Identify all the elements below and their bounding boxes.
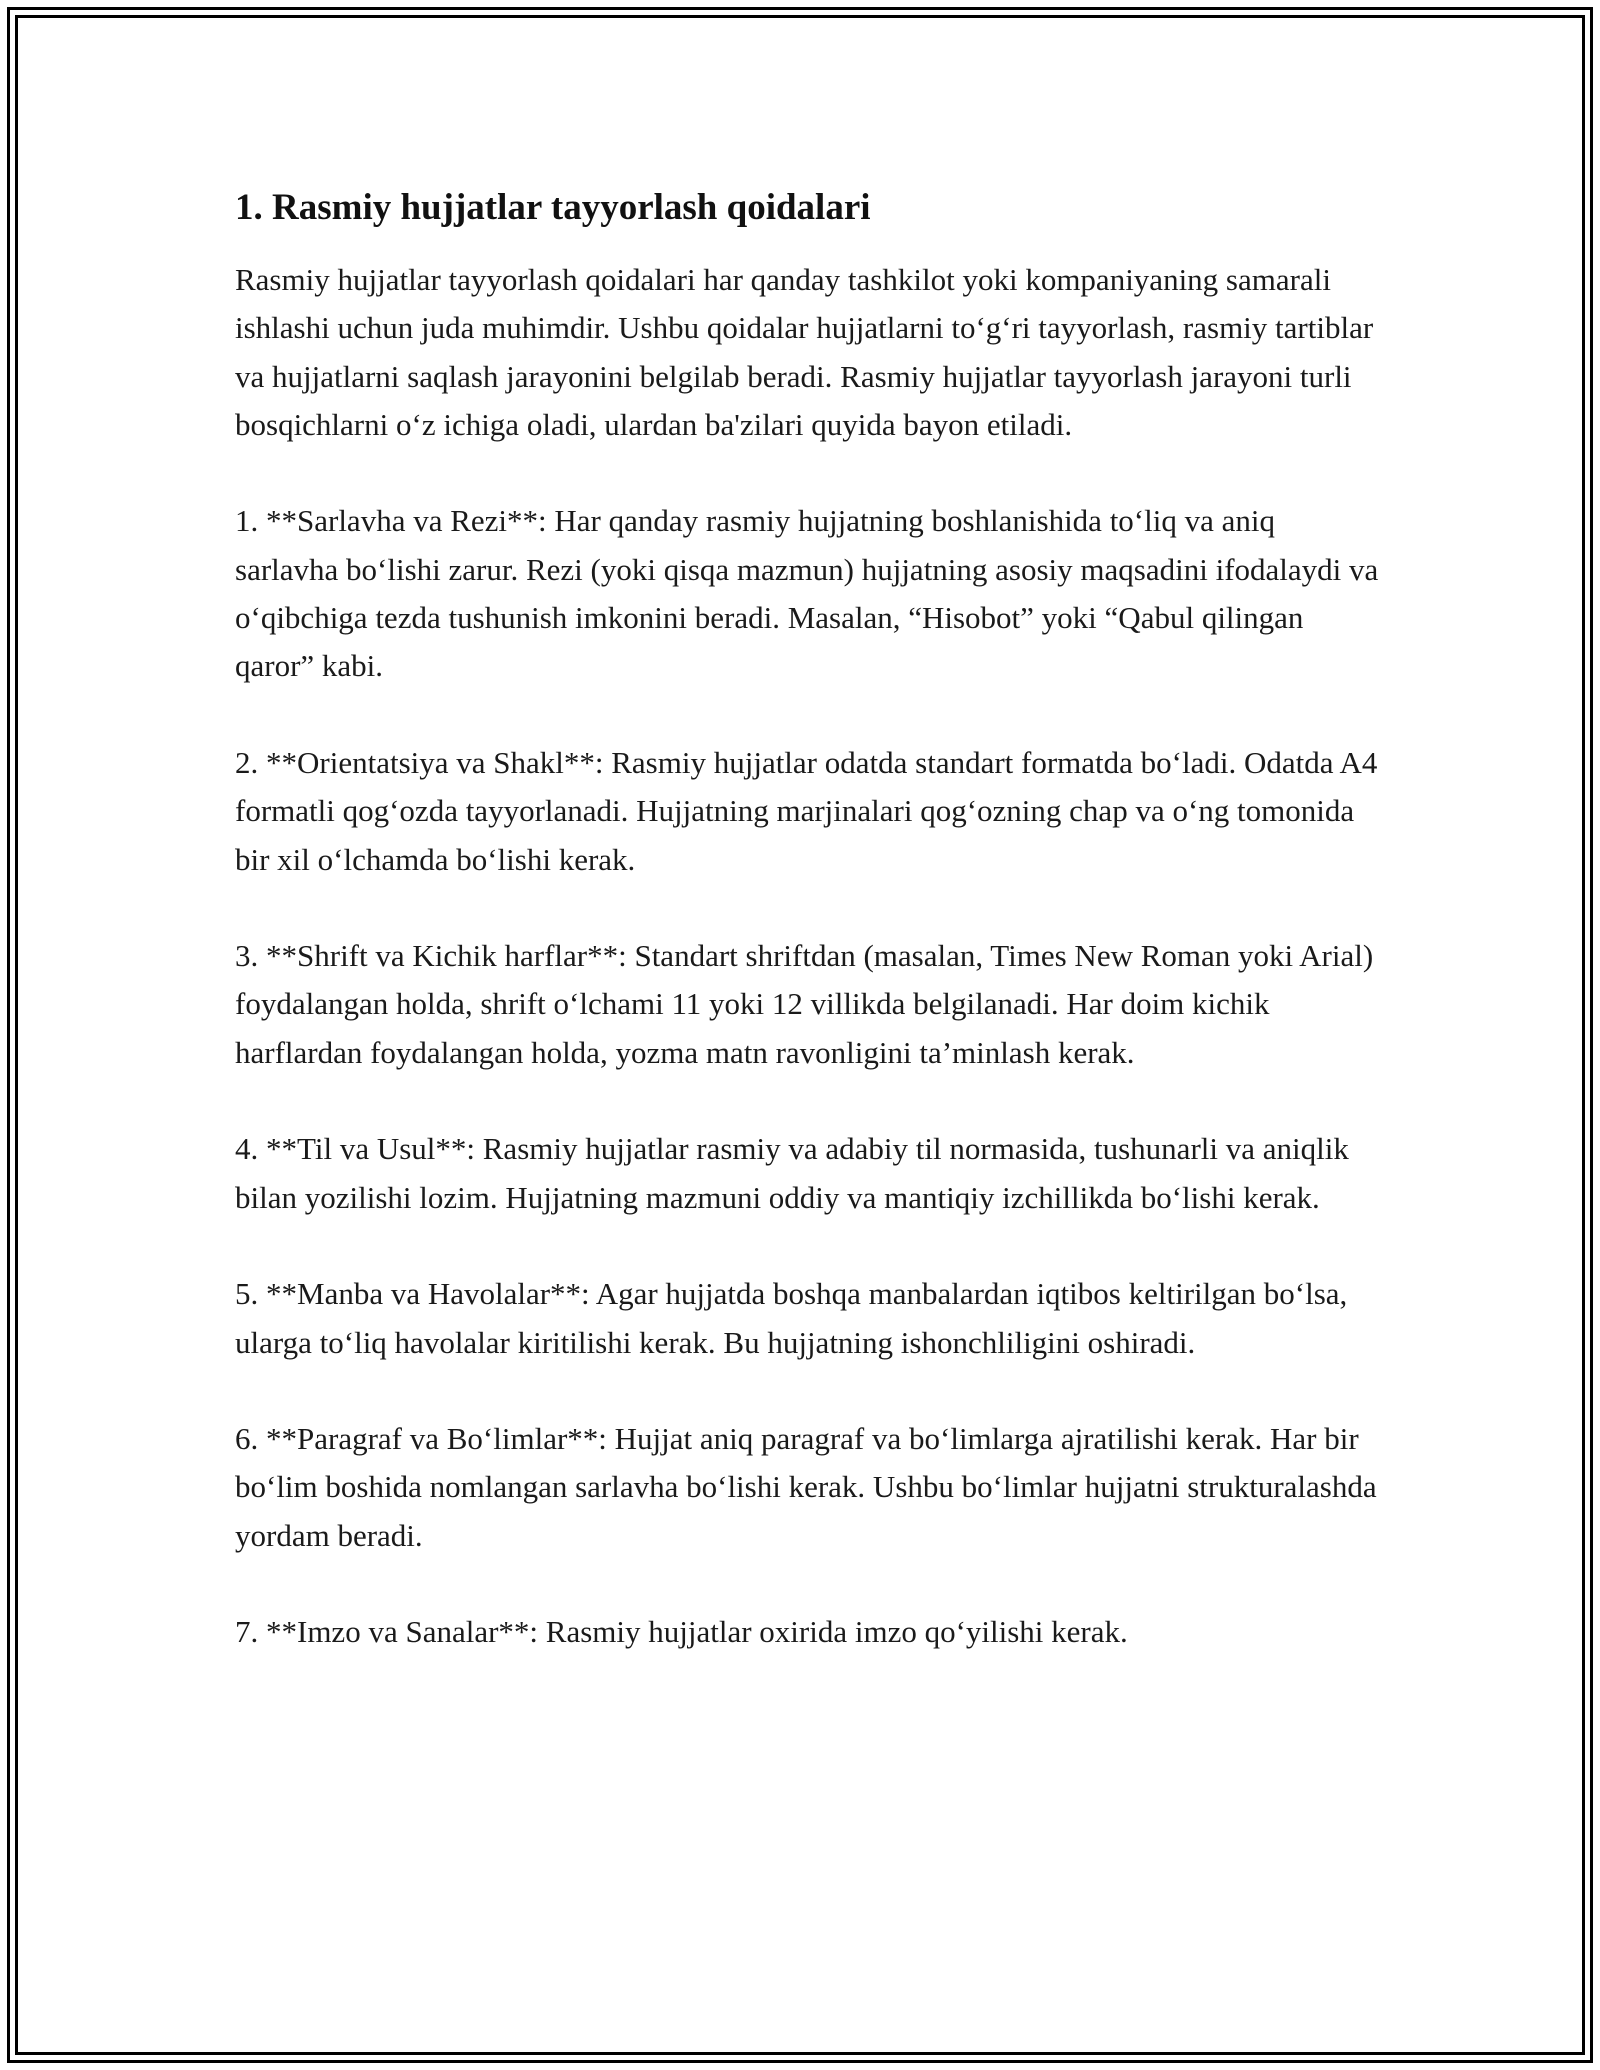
paragraph-item-4: 4. **Til va Usul**: Rasmiy hujjatlar rasmiy va adabiy til normasida, tushunarli va aniqlik bilan yozilishi lozim. Hujjatning mazmuni oddiy va mantiqiy izchillikda bo‘lishi kerak.	[235, 1131, 1349, 1215]
paragraph-item-1: 1. **Sarlavha va Rezi**: Har qanday rasmiy hujjatning boshlanishida to‘liq va aniq sarlavha bo‘lishi zarur. Rezi (yoki qisqa mazmun) hujjatning asosiy maqsadini ifodalaydi va o‘qibchiga tezda tushunish imkonini beradi. Masalan, “Hisobot” yoki “Qabul qilingan qaror” kabi.	[235, 503, 1379, 684]
paragraph-item-5: 5. **Manba va Havolalar**: Agar hujjatda boshqa manbalardan iqtibos keltirilgan bo‘lsa, ularga to‘liq havolalar kiritilishi kerak. Bu hujjatning ishonchliligini oshiradi.	[235, 1276, 1348, 1360]
paragraph-item-7: 7. **Imzo va Sanalar**: Rasmiy hujjatlar oxirida imzo qo‘yilishi kerak.	[235, 1614, 1128, 1650]
paragraph-item-6: 6. **Paragraf va Bo‘limlar**: Hujjat aniq paragraf va bo‘limlarga ajratilishi kerak. Har bir bo‘lim boshida nomlangan sarlavha bo‘lishi kerak. Ushbu bo‘limlar hujjatni strukturalashda yordam beradi.	[235, 1421, 1377, 1553]
document-body	[235, 184, 1385, 1705]
paragraph-intro: Rasmiy hujjatlar tayyorlash qoidalari har qanday tashkilot yoki kompaniyaning samarali ishlashi uchun juda muhimdir. Ushbu qoidalar hujjatlarni to‘g‘ri tayyorlash, rasmiy tartiblar va hujjatlarni saqlash jarayonini belgilab beradi. Rasmiy hujjatlar tayyorlash jarayoni turli bosqichlarni o‘z ichiga oladi, ulardan ba'zilari quyida bayon etiladi.	[235, 262, 1374, 442]
paragraph-item-2: 2. **Orientatsiya va Shakl**: Rasmiy hujjatlar odatda standart formatda bo‘ladi. Odatda A4 formatli qog‘ozda tayyorlanadi. Hujjatning marjinalari qog‘ozning chap va o‘ng tomonida bir xil o‘lchamda bo‘lishi kerak.	[235, 744, 1378, 877]
paragraph-item-3: 3. **Shrift va Kichik harflar**: Standart shriftdan (masalan, Times New Roman yoki Arial) foydalangan holda, shrift o‘lchami 11 yoki 12 villikda belgilanadi. Har doim kichik harflardan foydalangan holda, yozma matn ravonligini ta’minlash kerak.	[235, 938, 1374, 1070]
document-title: 1. Rasmiy hujjatlar tayyorlash qoidalari	[235, 187, 871, 228]
